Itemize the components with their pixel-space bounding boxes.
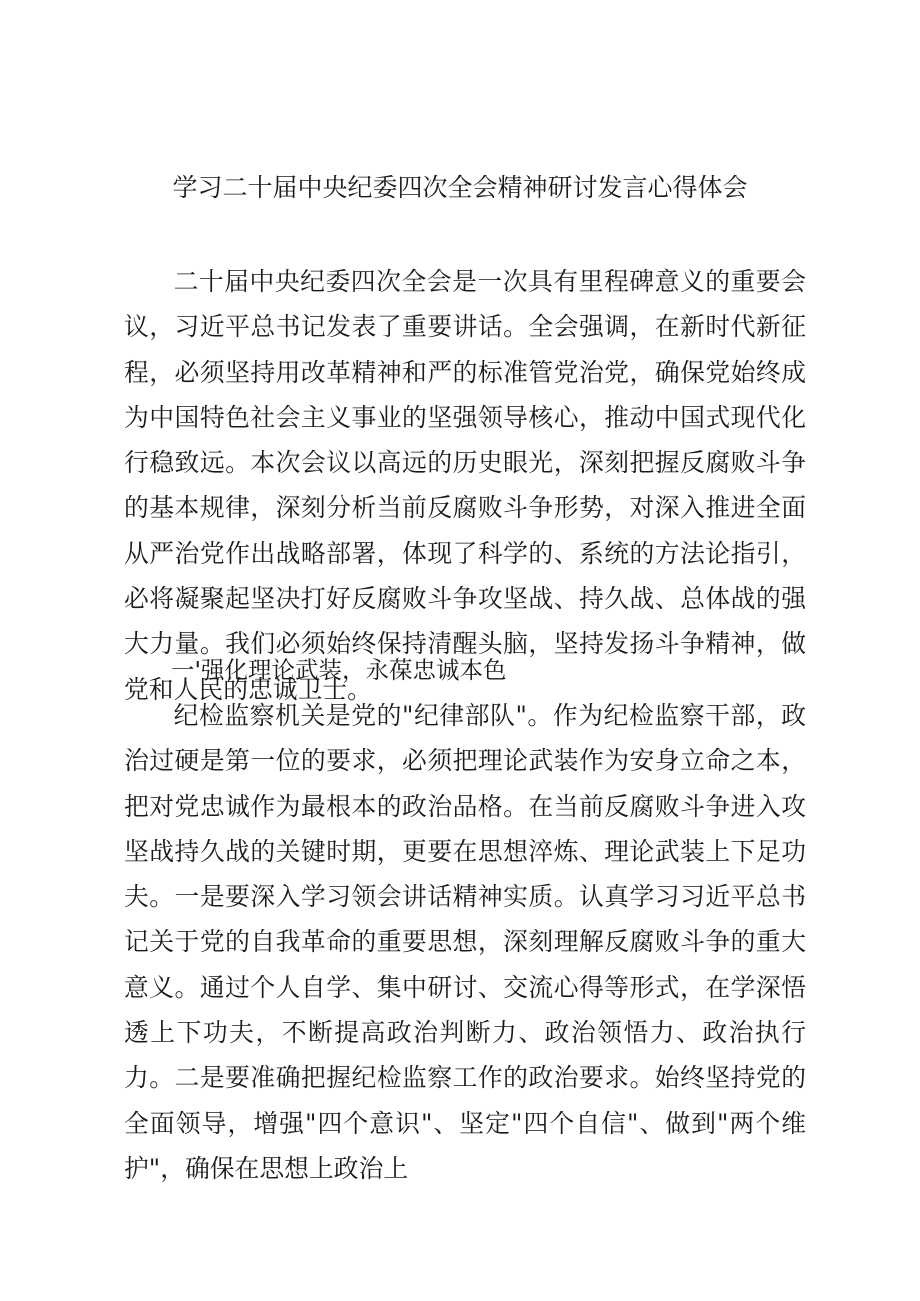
section-paragraph: 纪检监察机关是党的"纪律部队"。作为纪检监察干部，政治过硬是第一位的要求，必须把理论武装作为安身立命之本，把对党忠诚作为最根本的政治品格。在当前反腐败斗争进入攻坚战持久战的关键时期，更要在思想淬炼、理论武装上下足功夫。一是要深入学习领会讲话精神实质。认真学习习近平总书记关于党的自我革命的重要思想，深刻理解反腐败斗争的重大意义。通过个人自学、集中研讨、交流心得等形式，在学深悟透上下功夫，不断提高政治判断力、政治领悟力、政治执行力。二是要准确把握纪检监察工作的政治要求。始终坚持党的全面领导，增强"四个意识"、坚定"四个自信"、做到"两个维护"，确保在思想上政治上 [124, 701, 806, 1183]
document-title: 学习二十届中央纪委四次全会精神研讨发言心得体会 [172, 173, 748, 202]
intro-paragraph: 二十届中央纪委四次全会是一次具有里程碑意义的重要会议，习近平总书记发表了重要讲话。全会强调，在新时代新征程，必须坚持用改革精神和严的标准管党治党，确保党始终成为中国特色社会主义事业的坚强领导核心，推动中国式现代化行稳致远。本次会议以高远的历史眼光，深刻把握反腐败斗争的基本规律，深刻分析当前反腐败斗争形势，对深入推进全面从严治党作出战略部署，体现了科学的、系统的方法论指引，必将凝聚起坚决打好反腐败斗争攻坚战、持久战、总体战的强大力量。我们必须始终保持清醒头脑，坚持发扬斗争精神，做党和人民的忠诚卫士。 [124, 267, 806, 704]
section-heading: 一'强化理论武装，永葆忠诚本色 [171, 656, 507, 684]
